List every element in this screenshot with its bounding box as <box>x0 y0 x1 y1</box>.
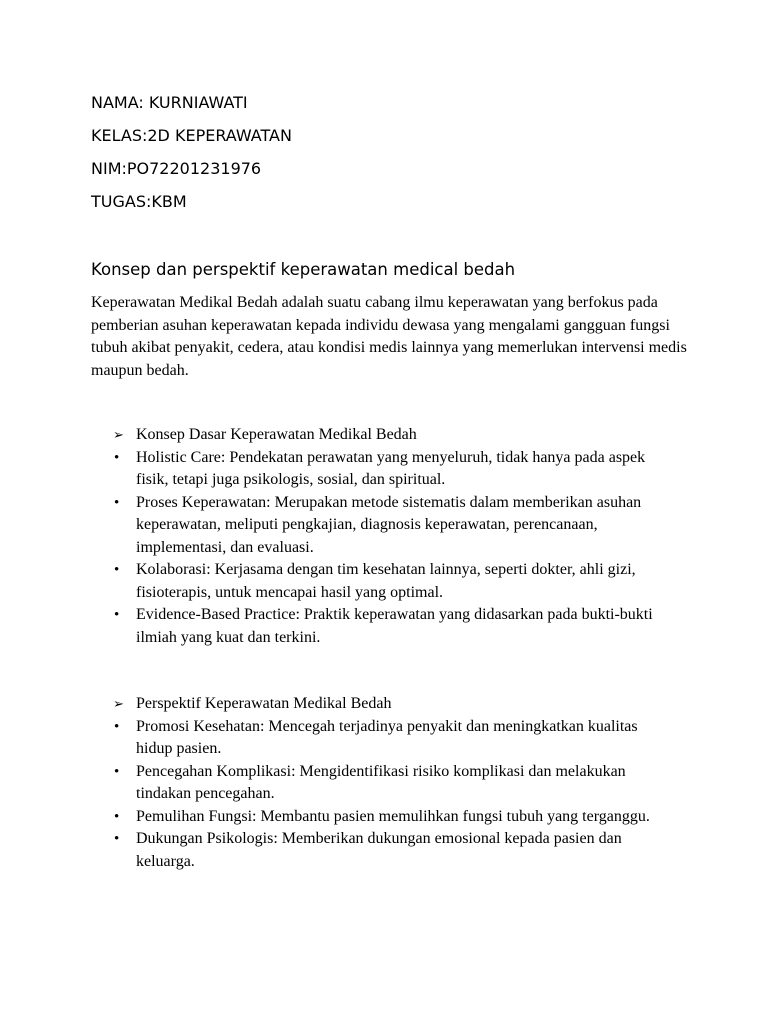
bullet-icon: • <box>114 494 120 511</box>
document-title: Konsep dan perspektif keperawatan medical bedah <box>91 260 516 279</box>
student-nim: NIM:PO72201231976 <box>91 159 262 178</box>
bullet-icon: • <box>114 449 120 466</box>
list-item <box>113 761 673 806</box>
list-item-text: Promosi Kesehatan: Mencegah terjadinya penyakit dan meningkatkan kualitas hidup pasien. <box>136 717 638 757</box>
list-heading-text: Perspektif Keperawatan Medikal Bedah <box>136 695 392 712</box>
bullet-icon: • <box>114 763 120 780</box>
list-item-text: Evidence-Based Practice: Praktik keperawatan yang didasarkan pada bukti-bukti ilmiah yang kuat dan terkini. <box>136 606 653 646</box>
list-heading-text: Konsep Dasar Keperawatan Medikal Bedah <box>136 426 417 443</box>
bullet-icon: • <box>114 718 120 735</box>
list-item-text: Kolaborasi: Kerjasama dengan tim kesehatan lainnya, seperti dokter, ahli gizi, fisioterapis, untuk mencapai hasil yang optimal. <box>136 561 636 601</box>
list-heading <box>113 424 673 447</box>
arrow-bullet-icon: ➢ <box>113 697 124 712</box>
assignment-label: TUGAS:KBM <box>91 192 187 211</box>
list-heading <box>113 693 673 716</box>
list-item <box>113 806 673 829</box>
bullet-icon: • <box>114 831 120 847</box>
intro-paragraph: Keperawatan Medikal Bedah adalah suatu cabang ilmu keperawatan yang berfokus pada pemberian asuhan keperawatan kepada individu dewasa yang mengalami gangguan fungsi tubuh akibat penyakit, cedera, atau kondisi medis lainnya yang memerlukan intervensi medis maupun bedah. <box>91 294 687 379</box>
konsep-list <box>113 424 673 649</box>
list-item <box>113 559 673 604</box>
list-item <box>113 447 673 492</box>
list-item <box>113 828 673 873</box>
bullet-icon: • <box>114 607 120 623</box>
perspektif-list <box>113 693 673 873</box>
list-item <box>113 492 673 560</box>
list-item-text: Proses Keperawatan: Merupakan metode sistematis dalam memberikan asuhan keperawatan, meliputi pengkajian, diagnosis keperawatan, perencanaan, implementasi, dan evaluasi. <box>136 493 642 556</box>
list-item <box>113 604 673 649</box>
list-item-text: Dukungan Psikologis: Memberikan dukungan emosional kepada pasien dan keluarga. <box>136 830 622 870</box>
list-item <box>113 716 673 761</box>
list-item-text: Holistic Care: Pendekatan perawatan yang menyeluruh, tidak hanya pada aspek fisik, tetapi juga psikologis, sosial, dan spiritual. <box>136 448 646 488</box>
student-name: NAMA: KURNIAWATI <box>91 93 248 112</box>
student-class: KELAS:2D KEPERAWATAN <box>91 126 292 145</box>
bullet-icon: • <box>114 562 120 578</box>
arrow-bullet-icon: ➢ <box>113 428 124 443</box>
list-item-text: Pemulihan Fungsi: Membantu pasien memulihkan fungsi tubuh yang terganggu. <box>136 807 650 825</box>
bullet-icon: • <box>114 808 120 825</box>
list-item-text: Pencegahan Komplikasi: Mengidentifikasi risiko komplikasi dan melakukan tindakan pencegahan. <box>136 762 626 802</box>
